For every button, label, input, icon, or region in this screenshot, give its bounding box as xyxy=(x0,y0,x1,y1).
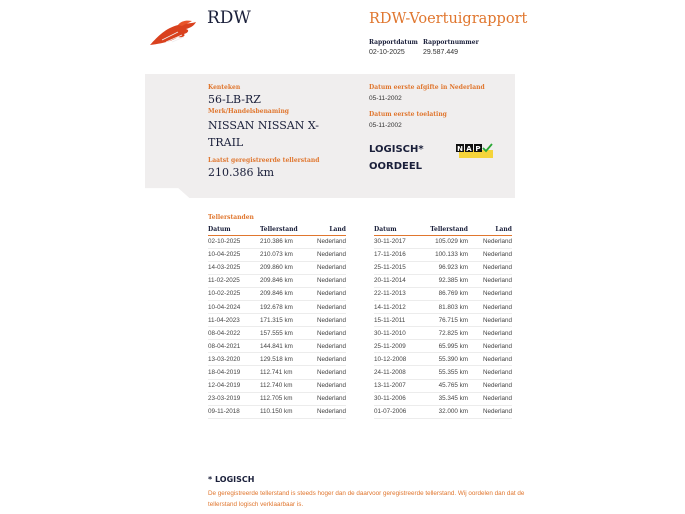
cell-odometer: 112.741 km xyxy=(260,366,310,379)
table-row xyxy=(208,405,346,418)
cell-country: Nederland xyxy=(310,379,346,392)
col-header-date: Datum xyxy=(208,224,260,235)
cell-odometer: 129.518 km xyxy=(260,353,310,366)
cell-odometer: 45.765 km xyxy=(426,379,476,392)
col-header-date: Datum xyxy=(374,224,426,235)
cell-country: Nederland xyxy=(476,314,512,327)
table-row xyxy=(208,300,346,313)
table-row xyxy=(208,353,346,366)
cell-date: 08-04-2021 xyxy=(208,340,260,353)
cell-country: Nederland xyxy=(310,353,346,366)
table-row xyxy=(208,261,346,274)
nap-logo-icon xyxy=(456,143,494,158)
cell-country: Nederland xyxy=(310,405,346,418)
footnote-title: * LOGISCH xyxy=(208,475,255,484)
cell-country: Nederland xyxy=(310,235,346,248)
cell-odometer: 81.803 km xyxy=(426,300,476,313)
cell-country: Nederland xyxy=(476,405,512,418)
cell-country: Nederland xyxy=(476,379,512,392)
table-row xyxy=(208,274,346,287)
cell-country: Nederland xyxy=(310,392,346,405)
table-row xyxy=(374,274,512,287)
cell-country: Nederland xyxy=(310,327,346,340)
cell-country: Nederland xyxy=(310,366,346,379)
cell-date: 11-04-2023 xyxy=(208,314,260,327)
table-header-row xyxy=(208,224,346,235)
first-admission-value: 05-11-2002 xyxy=(369,122,402,129)
table-row xyxy=(208,327,346,340)
table-row xyxy=(208,248,346,261)
table-header-row xyxy=(374,224,512,235)
cell-odometer: 35.345 km xyxy=(426,392,476,405)
cell-odometer: 192.678 km xyxy=(260,300,310,313)
cell-country: Nederland xyxy=(310,287,346,300)
cell-date: 11-02-2025 xyxy=(208,274,260,287)
table-row xyxy=(374,300,512,313)
report-date: 02-10-2025 xyxy=(369,49,405,56)
table-row xyxy=(208,287,346,300)
first-admission-label: Datum eerste toelating xyxy=(369,111,447,118)
table-row xyxy=(374,405,512,418)
cell-country: Nederland xyxy=(310,248,346,261)
cell-date: 13-03-2020 xyxy=(208,353,260,366)
table-row xyxy=(208,366,346,379)
vehicle-left-column xyxy=(208,84,358,181)
cell-odometer: 92.385 km xyxy=(426,274,476,287)
cell-odometer: 210.073 km xyxy=(260,248,310,261)
readings-table-left xyxy=(208,224,346,419)
cell-date: 30-11-2006 xyxy=(374,392,426,405)
col-header-country: Land xyxy=(310,224,346,235)
report-date-label: Rapportdatum xyxy=(369,39,418,46)
cell-odometer: 86.769 km xyxy=(426,287,476,300)
cell-country: Nederland xyxy=(310,300,346,313)
cell-date: 14-03-2025 xyxy=(208,261,260,274)
cell-date: 12-04-2019 xyxy=(208,379,260,392)
make-label: Merk/Handelsbenaming xyxy=(208,108,290,115)
cell-date: 18-04-2019 xyxy=(208,366,260,379)
cell-date: 10-04-2025 xyxy=(208,248,260,261)
svg-text:A: A xyxy=(466,144,472,153)
brand-name: RDW xyxy=(207,8,251,28)
cell-date: 24-11-2008 xyxy=(374,366,426,379)
cell-odometer: 105.029 km xyxy=(426,235,476,248)
table-row xyxy=(374,327,512,340)
make-value-line1: NISSAN NISSAN X- xyxy=(208,119,319,132)
cell-odometer: 209.846 km xyxy=(260,287,310,300)
cell-odometer: 55.390 km xyxy=(426,353,476,366)
cell-date: 20-11-2014 xyxy=(374,274,426,287)
report-number-label: Rapportnummer xyxy=(423,39,479,46)
cell-date: 30-11-2017 xyxy=(374,235,426,248)
cell-odometer: 210.386 km xyxy=(260,235,310,248)
cell-date: 14-11-2012 xyxy=(374,300,426,313)
readings-table-right xyxy=(374,224,512,419)
table-row xyxy=(374,235,512,248)
cell-date: 15-11-2011 xyxy=(374,314,426,327)
table-row xyxy=(374,340,512,353)
cell-country: Nederland xyxy=(476,327,512,340)
table-row xyxy=(208,340,346,353)
cell-country: Nederland xyxy=(476,353,512,366)
cell-odometer: 110.150 km xyxy=(260,405,310,418)
make-value-line2: TRAIL xyxy=(208,136,244,149)
cell-country: Nederland xyxy=(310,340,346,353)
cell-country: Nederland xyxy=(476,261,512,274)
cell-date: 10-12-2008 xyxy=(374,353,426,366)
cell-country: Nederland xyxy=(476,248,512,261)
cell-country: Nederland xyxy=(476,366,512,379)
col-header-odometer: Tellerstand xyxy=(426,224,476,235)
table-row xyxy=(374,287,512,300)
cell-odometer: 209.846 km xyxy=(260,274,310,287)
cell-country: Nederland xyxy=(310,274,346,287)
cell-odometer: 112.705 km xyxy=(260,392,310,405)
cell-odometer: 100.133 km xyxy=(426,248,476,261)
cell-odometer: 171.315 km xyxy=(260,314,310,327)
cell-date: 10-02-2025 xyxy=(208,287,260,300)
svg-text:N: N xyxy=(457,144,463,153)
plate-value: 56-LB-RZ xyxy=(208,93,261,106)
cell-date: 23-03-2019 xyxy=(208,392,260,405)
table-row xyxy=(208,235,346,248)
col-header-odometer: Tellerstand xyxy=(260,224,310,235)
col-header-country: Land xyxy=(476,224,512,235)
cell-date: 25-11-2009 xyxy=(374,340,426,353)
table-row xyxy=(374,353,512,366)
report-number: 29.587.449 xyxy=(423,49,459,56)
report-date-block xyxy=(369,39,418,56)
cell-date: 17-11-2016 xyxy=(374,248,426,261)
first-issue-nl-value: 05-11-2002 xyxy=(369,95,402,102)
cell-country: Nederland xyxy=(310,261,346,274)
cell-country: Nederland xyxy=(476,274,512,287)
table-row xyxy=(374,261,512,274)
cell-date: 22-11-2013 xyxy=(374,287,426,300)
cell-odometer: 209.860 km xyxy=(260,261,310,274)
table-row xyxy=(208,392,346,405)
cell-odometer: 112.740 km xyxy=(260,379,310,392)
cell-date: 02-10-2025 xyxy=(208,235,260,248)
verdict-line1: LOGISCH* xyxy=(369,144,424,155)
cell-odometer: 72.825 km xyxy=(426,327,476,340)
report-number-block xyxy=(423,39,479,56)
cell-date: 30-11-2010 xyxy=(374,327,426,340)
cell-odometer: 55.355 km xyxy=(426,366,476,379)
last-odometer-value: 210.386 km xyxy=(208,166,275,179)
footnote-text: De geregistreerde tellerstand is steeds hoger dan de daarvoor geregistreerde tellerstand. Wij oordelen dan dat de tellerstand logisch verklaarbaar is. xyxy=(208,490,525,508)
cell-country: Nederland xyxy=(476,300,512,313)
cell-date: 25-11-2015 xyxy=(374,261,426,274)
report-title: RDW-Voertuigrapport xyxy=(369,11,528,27)
table-row xyxy=(374,314,512,327)
cell-odometer: 65.995 km xyxy=(426,340,476,353)
table-row xyxy=(374,248,512,261)
svg-text:P: P xyxy=(475,144,481,153)
cell-date: 01-07-2006 xyxy=(374,405,426,418)
first-issue-nl-label: Datum eerste afgifte in Nederland xyxy=(369,84,485,91)
cell-odometer: 32.000 km xyxy=(426,405,476,418)
cell-odometer: 96.923 km xyxy=(426,261,476,274)
last-odometer-label: Laatst geregistreerde tellerstand xyxy=(208,157,320,164)
cell-odometer: 157.555 km xyxy=(260,327,310,340)
cell-date: 13-11-2007 xyxy=(374,379,426,392)
verdict-line2: OORDEEL xyxy=(369,161,423,172)
cell-country: Nederland xyxy=(476,340,512,353)
table-row xyxy=(374,392,512,405)
vehicle-right-column xyxy=(369,84,509,175)
cell-odometer: 144.841 km xyxy=(260,340,310,353)
table-row xyxy=(208,379,346,392)
table-row xyxy=(374,379,512,392)
cell-date: 08-04-2022 xyxy=(208,327,260,340)
cell-odometer: 76.715 km xyxy=(426,314,476,327)
cell-country: Nederland xyxy=(310,314,346,327)
table-row xyxy=(208,314,346,327)
rdw-logo-icon xyxy=(148,18,200,46)
readings-title: Tellerstanden xyxy=(208,214,254,221)
plate-label: Kenteken xyxy=(208,84,241,91)
cell-country: Nederland xyxy=(476,287,512,300)
cell-date: 09-11-2018 xyxy=(208,405,260,418)
cell-country: Nederland xyxy=(476,392,512,405)
cell-date: 10-04-2024 xyxy=(208,300,260,313)
table-row xyxy=(374,366,512,379)
cell-country: Nederland xyxy=(476,235,512,248)
